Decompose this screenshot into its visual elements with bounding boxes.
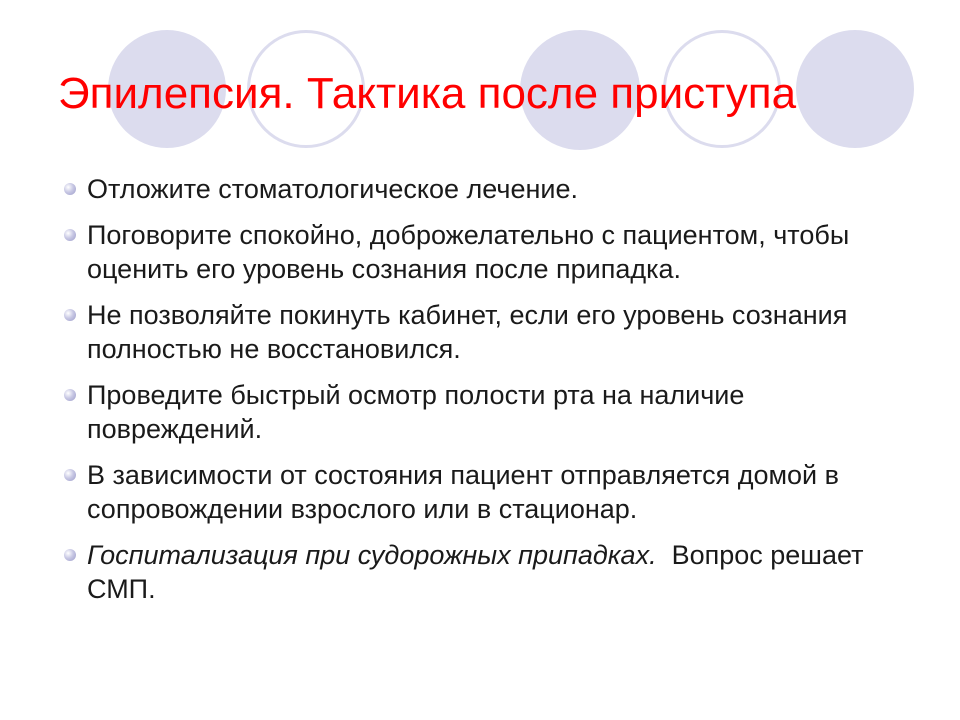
bullet-icon bbox=[64, 229, 76, 241]
bullet-text: Поговорите спокойно, доброжелательно с пациентом, чтобы оценить его уровень сознания после припадка. bbox=[87, 220, 850, 284]
bullet-item bbox=[62, 378, 922, 446]
bullet-item bbox=[62, 172, 922, 206]
bullet-item bbox=[62, 458, 922, 526]
bullet-item bbox=[62, 298, 922, 366]
bullet-item bbox=[62, 218, 922, 286]
bullet-text: Отложите стоматологическое лечение. bbox=[87, 174, 579, 204]
bullet-text: В зависимости от состояния пациент отправляется домой в сопровождении взрослого или в стационар. bbox=[87, 460, 839, 524]
bullet-icon bbox=[64, 309, 76, 321]
slide-title: Эпилепсия. Тактика после приступа bbox=[58, 69, 797, 118]
circle-5 bbox=[796, 30, 914, 148]
bullet-icon bbox=[64, 183, 76, 195]
bullet-icon bbox=[64, 549, 76, 561]
bullet-icon bbox=[64, 389, 76, 401]
bullet-text: Вопрос решает СМП. bbox=[87, 540, 871, 604]
bullet-italic-text: Госпитализация при судорожных припадках. bbox=[87, 540, 657, 570]
bullet-text: Проведите быстрый осмотр полости рта на наличие повреждений. bbox=[87, 380, 745, 444]
bullet-text: Не позволяйте покинуть кабинет, если его уровень сознания полностью не восстановился. bbox=[87, 300, 848, 364]
bullet-icon bbox=[64, 469, 76, 481]
bullet-item bbox=[62, 538, 922, 606]
bullet-list bbox=[62, 172, 922, 618]
